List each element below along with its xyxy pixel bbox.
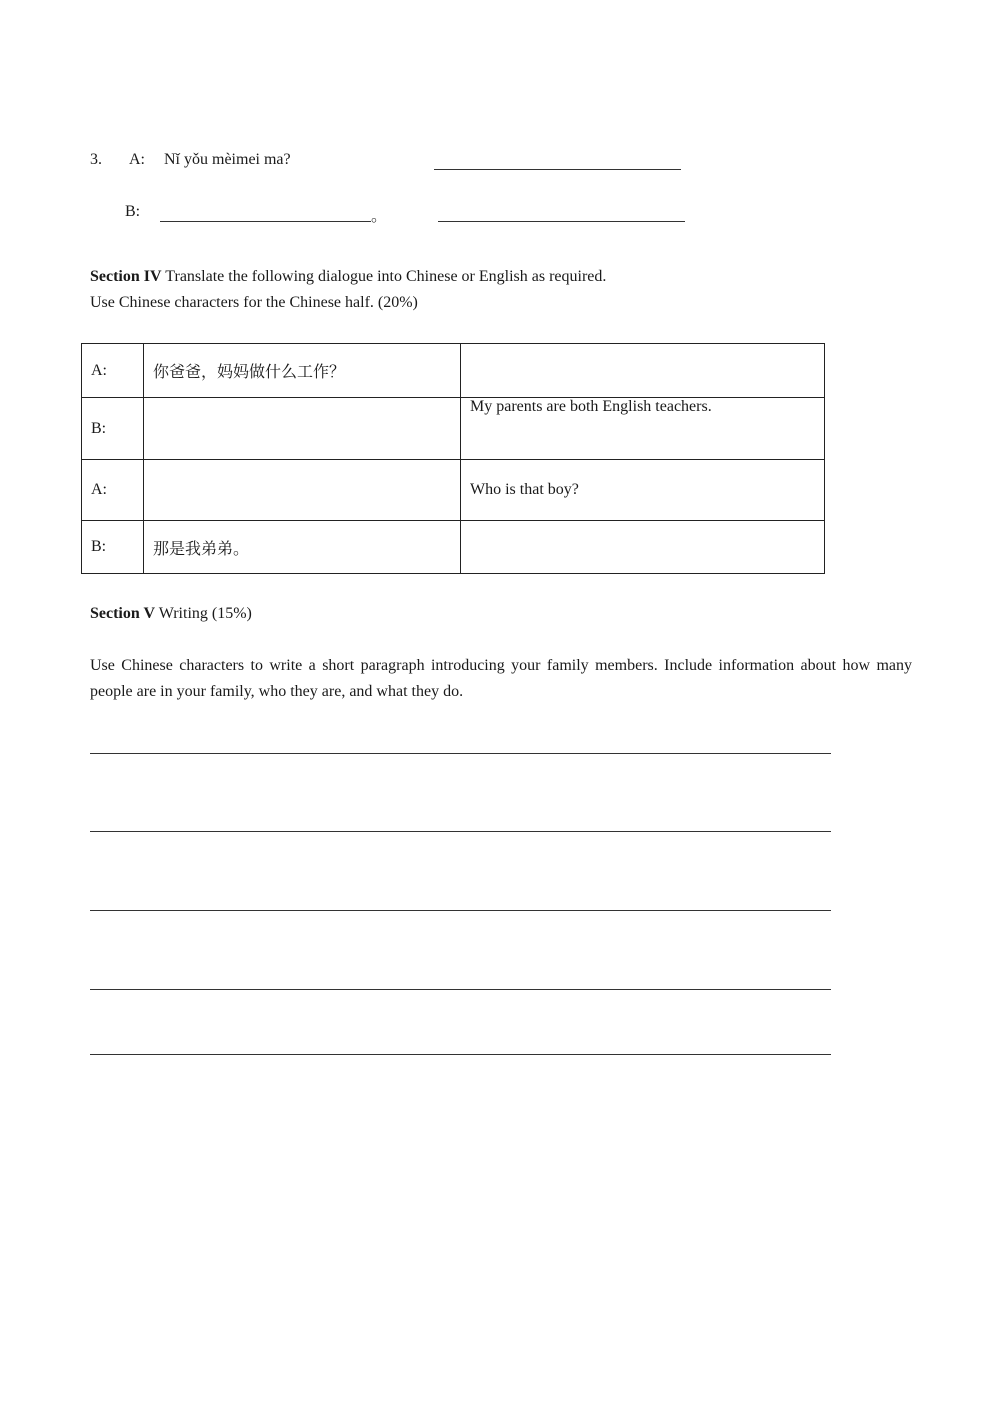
speaker-a-label: A: xyxy=(129,151,145,168)
section-v-heading xyxy=(90,605,252,623)
writing-line[interactable] xyxy=(90,831,831,832)
speaker-cell: A: xyxy=(82,344,144,398)
writing-line[interactable] xyxy=(90,1054,831,1055)
answer-blank-translation-b[interactable] xyxy=(438,221,685,222)
writing-line[interactable] xyxy=(90,753,831,754)
pinyin-question: Nǐ yǒu mèimei ma? xyxy=(164,151,291,168)
table-row xyxy=(82,344,825,398)
section-iv-title: Section IV xyxy=(90,268,162,285)
english-cell: Who is that boy? xyxy=(461,460,825,521)
english-answer-cell[interactable] xyxy=(461,344,825,398)
section-v-label: Writing (15%) xyxy=(158,605,252,622)
chinese-cell: 你爸爸，妈妈做什么工作？ xyxy=(144,344,461,398)
english-answer-cell[interactable] xyxy=(461,521,825,574)
speaker-b-label: B: xyxy=(125,203,141,220)
section-iv-instruction-2: Use Chinese characters for the Chinese half. (20%) xyxy=(90,294,418,311)
speaker-cell: A: xyxy=(82,460,144,521)
english-cell: My parents are both English teachers. xyxy=(461,398,825,460)
chinese-cell: 那是我弟弟。 xyxy=(144,521,461,574)
section-v-instruction: Use Chinese characters to write a short paragraph introducing your family members. Include information about how many people are in your family, who they are, and what they do. xyxy=(90,657,912,700)
table-row xyxy=(82,460,825,521)
table-row xyxy=(82,521,825,574)
section-v-title: Section V xyxy=(90,605,156,622)
question-number: 3. xyxy=(90,151,102,168)
full-stop-mark: 。 xyxy=(371,208,388,225)
section-iv-heading xyxy=(90,268,606,286)
chinese-answer-cell[interactable] xyxy=(144,460,461,521)
section-iv-instruction: Translate the following dialogue into Chinese or English as required. xyxy=(165,268,607,285)
chinese-answer-cell[interactable] xyxy=(144,398,461,460)
table-row xyxy=(82,398,825,460)
speaker-cell: B: xyxy=(82,521,144,574)
answer-blank-pinyin-b[interactable] xyxy=(160,221,371,222)
answer-blank-translation-a[interactable] xyxy=(434,169,681,170)
writing-line[interactable] xyxy=(90,910,831,911)
translation-table xyxy=(81,343,825,574)
speaker-cell: B: xyxy=(82,398,144,460)
writing-line[interactable] xyxy=(90,989,831,990)
